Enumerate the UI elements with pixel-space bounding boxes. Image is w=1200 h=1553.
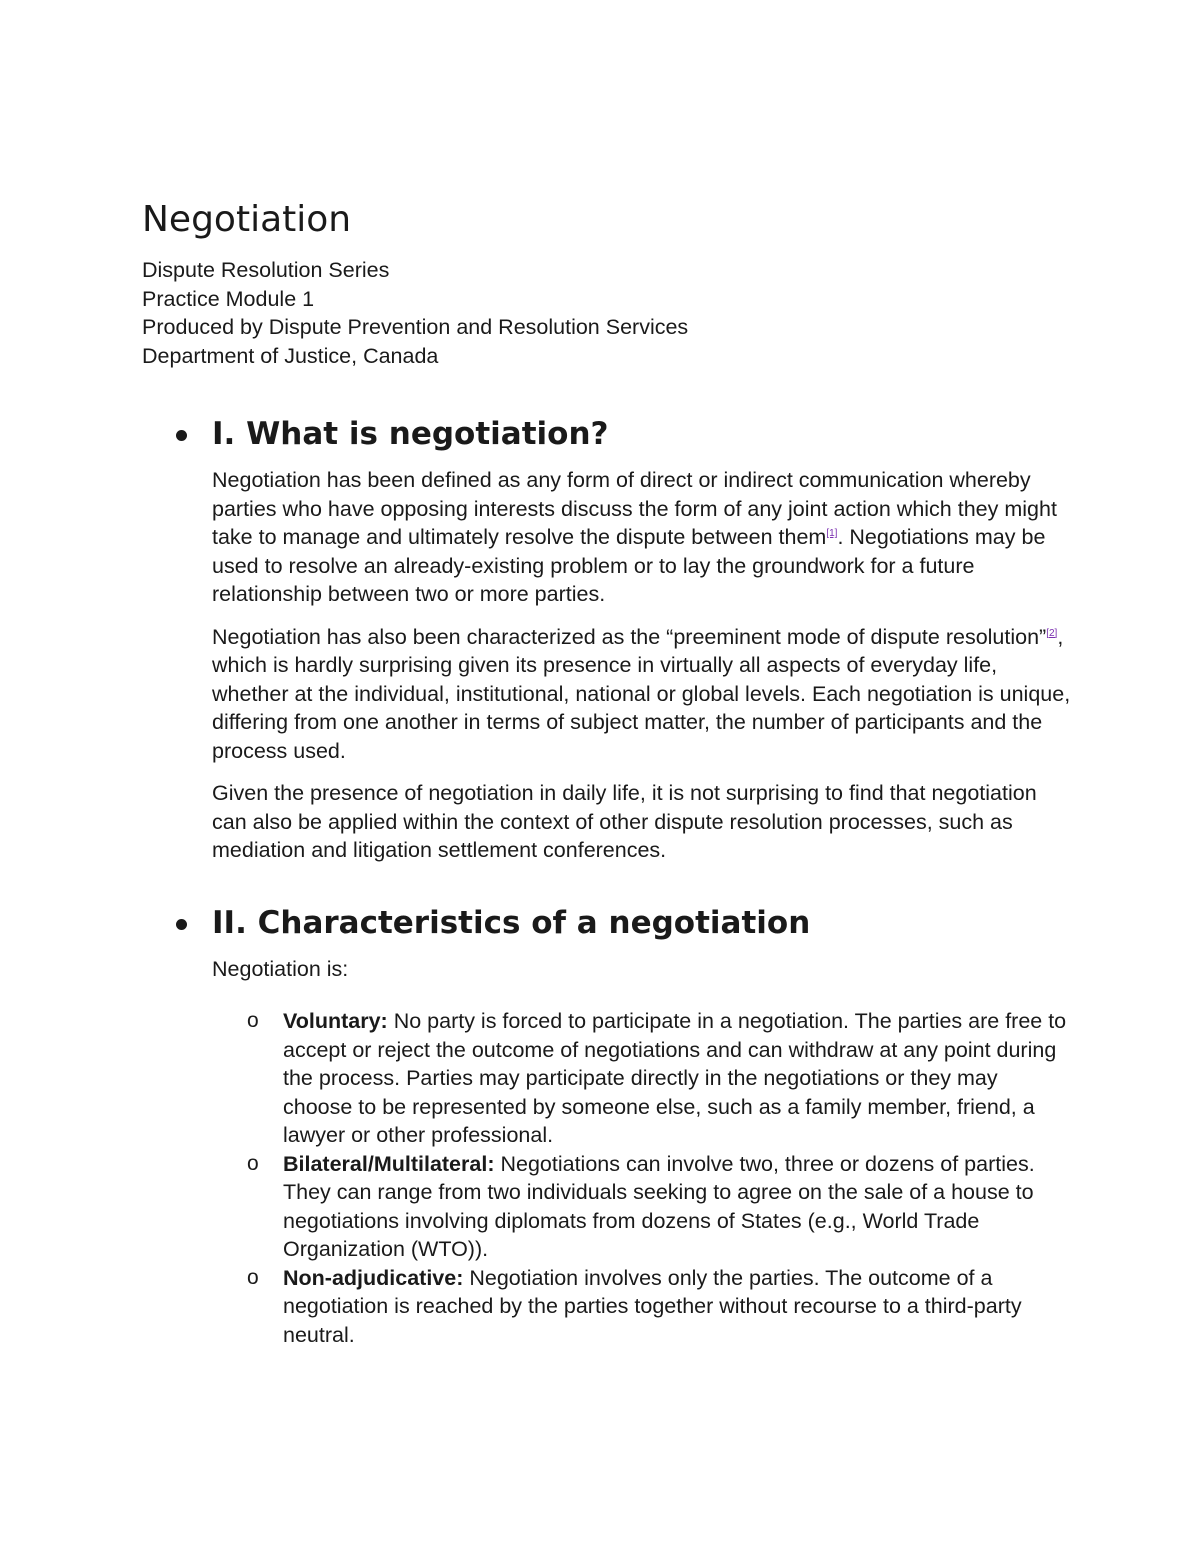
section-heading [142,414,1072,454]
circle-bullet-icon: o [247,1009,259,1032]
bullet-dot-icon [176,430,187,441]
meta-producer: Produced by Dispute Prevention and Resolution Services [142,315,689,339]
paragraph-text: Negotiation has been defined as any form of direct or indirect communication whereby parties who have opposing interests discuss the form of any joint action which they might take to manage and ultimately resolve the dispute between them [212,468,1057,549]
footnote-link-2[interactable]: [2] [1046,627,1058,639]
meta-department: Department of Justice, Canada [142,343,439,368]
characteristics-list [142,1007,1072,1349]
paragraph-text: , which is hardly surprising given its presence in virtually all aspects of everyday life, whether at the individual, institutional, national or global levels. Each negotiation is unique, differing from one another in terms of subject matter, the number of participants and the process used. [212,624,1071,763]
document-title: Negotiation [142,199,352,240]
list-item-text: Negotiation involves only the parties. The outcome of a negotiation is reached by the parties together without recourse to a third-party neutral. [283,1265,1022,1347]
document-meta [142,256,1072,370]
list-item [247,1007,1072,1150]
bullet-dot-icon [176,919,187,930]
section-heading [142,903,1072,943]
section-heading-text: II. Characteristics of a negotiation [212,904,811,941]
section-characteristics [142,903,1072,1350]
list-item-text: No party is forced to participate in a negotiation. The parties are free to accept or reject the outcome of negotiations and can withdraw at any point during the process. Parties may participate directly in the negotiations or they may choose to be represented by someone else, such as a family member, friend, a lawyer or other professional. [283,1009,1067,1147]
section-what-is-negotiation [142,414,1072,865]
paragraph [212,466,1072,609]
circle-bullet-icon: o [247,1265,259,1289]
list-item-term: Non-adjudicative: [283,1265,464,1290]
section-heading-text: I. What is negotiation? [212,416,609,452]
footnote-link-1[interactable]: [1] [826,528,838,539]
circle-bullet-icon: o [247,1151,259,1175]
document-page [142,198,1072,1349]
paragraph-text: Negotiation has also been characterized as the “preeminent mode of dispute resolution” [212,624,1047,649]
list-item-term: Voluntary: [283,1009,388,1033]
paragraph: Given the presence of negotiation in daily life, it is not surprising to find that negotiation can also be applied within the context of other dispute resolution processes, such as mediation and litigation settlement conferences. [212,781,1037,862]
list-item-term: Bilateral/Multilateral: [283,1151,495,1176]
section-intro: Negotiation is: [212,956,349,981]
list-item-text: Negotiations can involve two, three or dozens of parties. They can range from two individuals seeking to agree on the sale of a house to negotiations involving diplomats from dozens of States (e.g., World Trade Organization (WTO)). [283,1151,1035,1261]
list-item [247,1264,1072,1350]
paragraph-text: . Negotiations may be used to resolve an already-existing problem or to lay the groundwork for a future relationship between two or more parties. [212,525,1046,606]
paragraph [212,623,1072,766]
list-item [247,1150,1072,1264]
meta-series: Dispute Resolution Series [142,258,390,282]
meta-module: Practice Module 1 [142,286,315,311]
